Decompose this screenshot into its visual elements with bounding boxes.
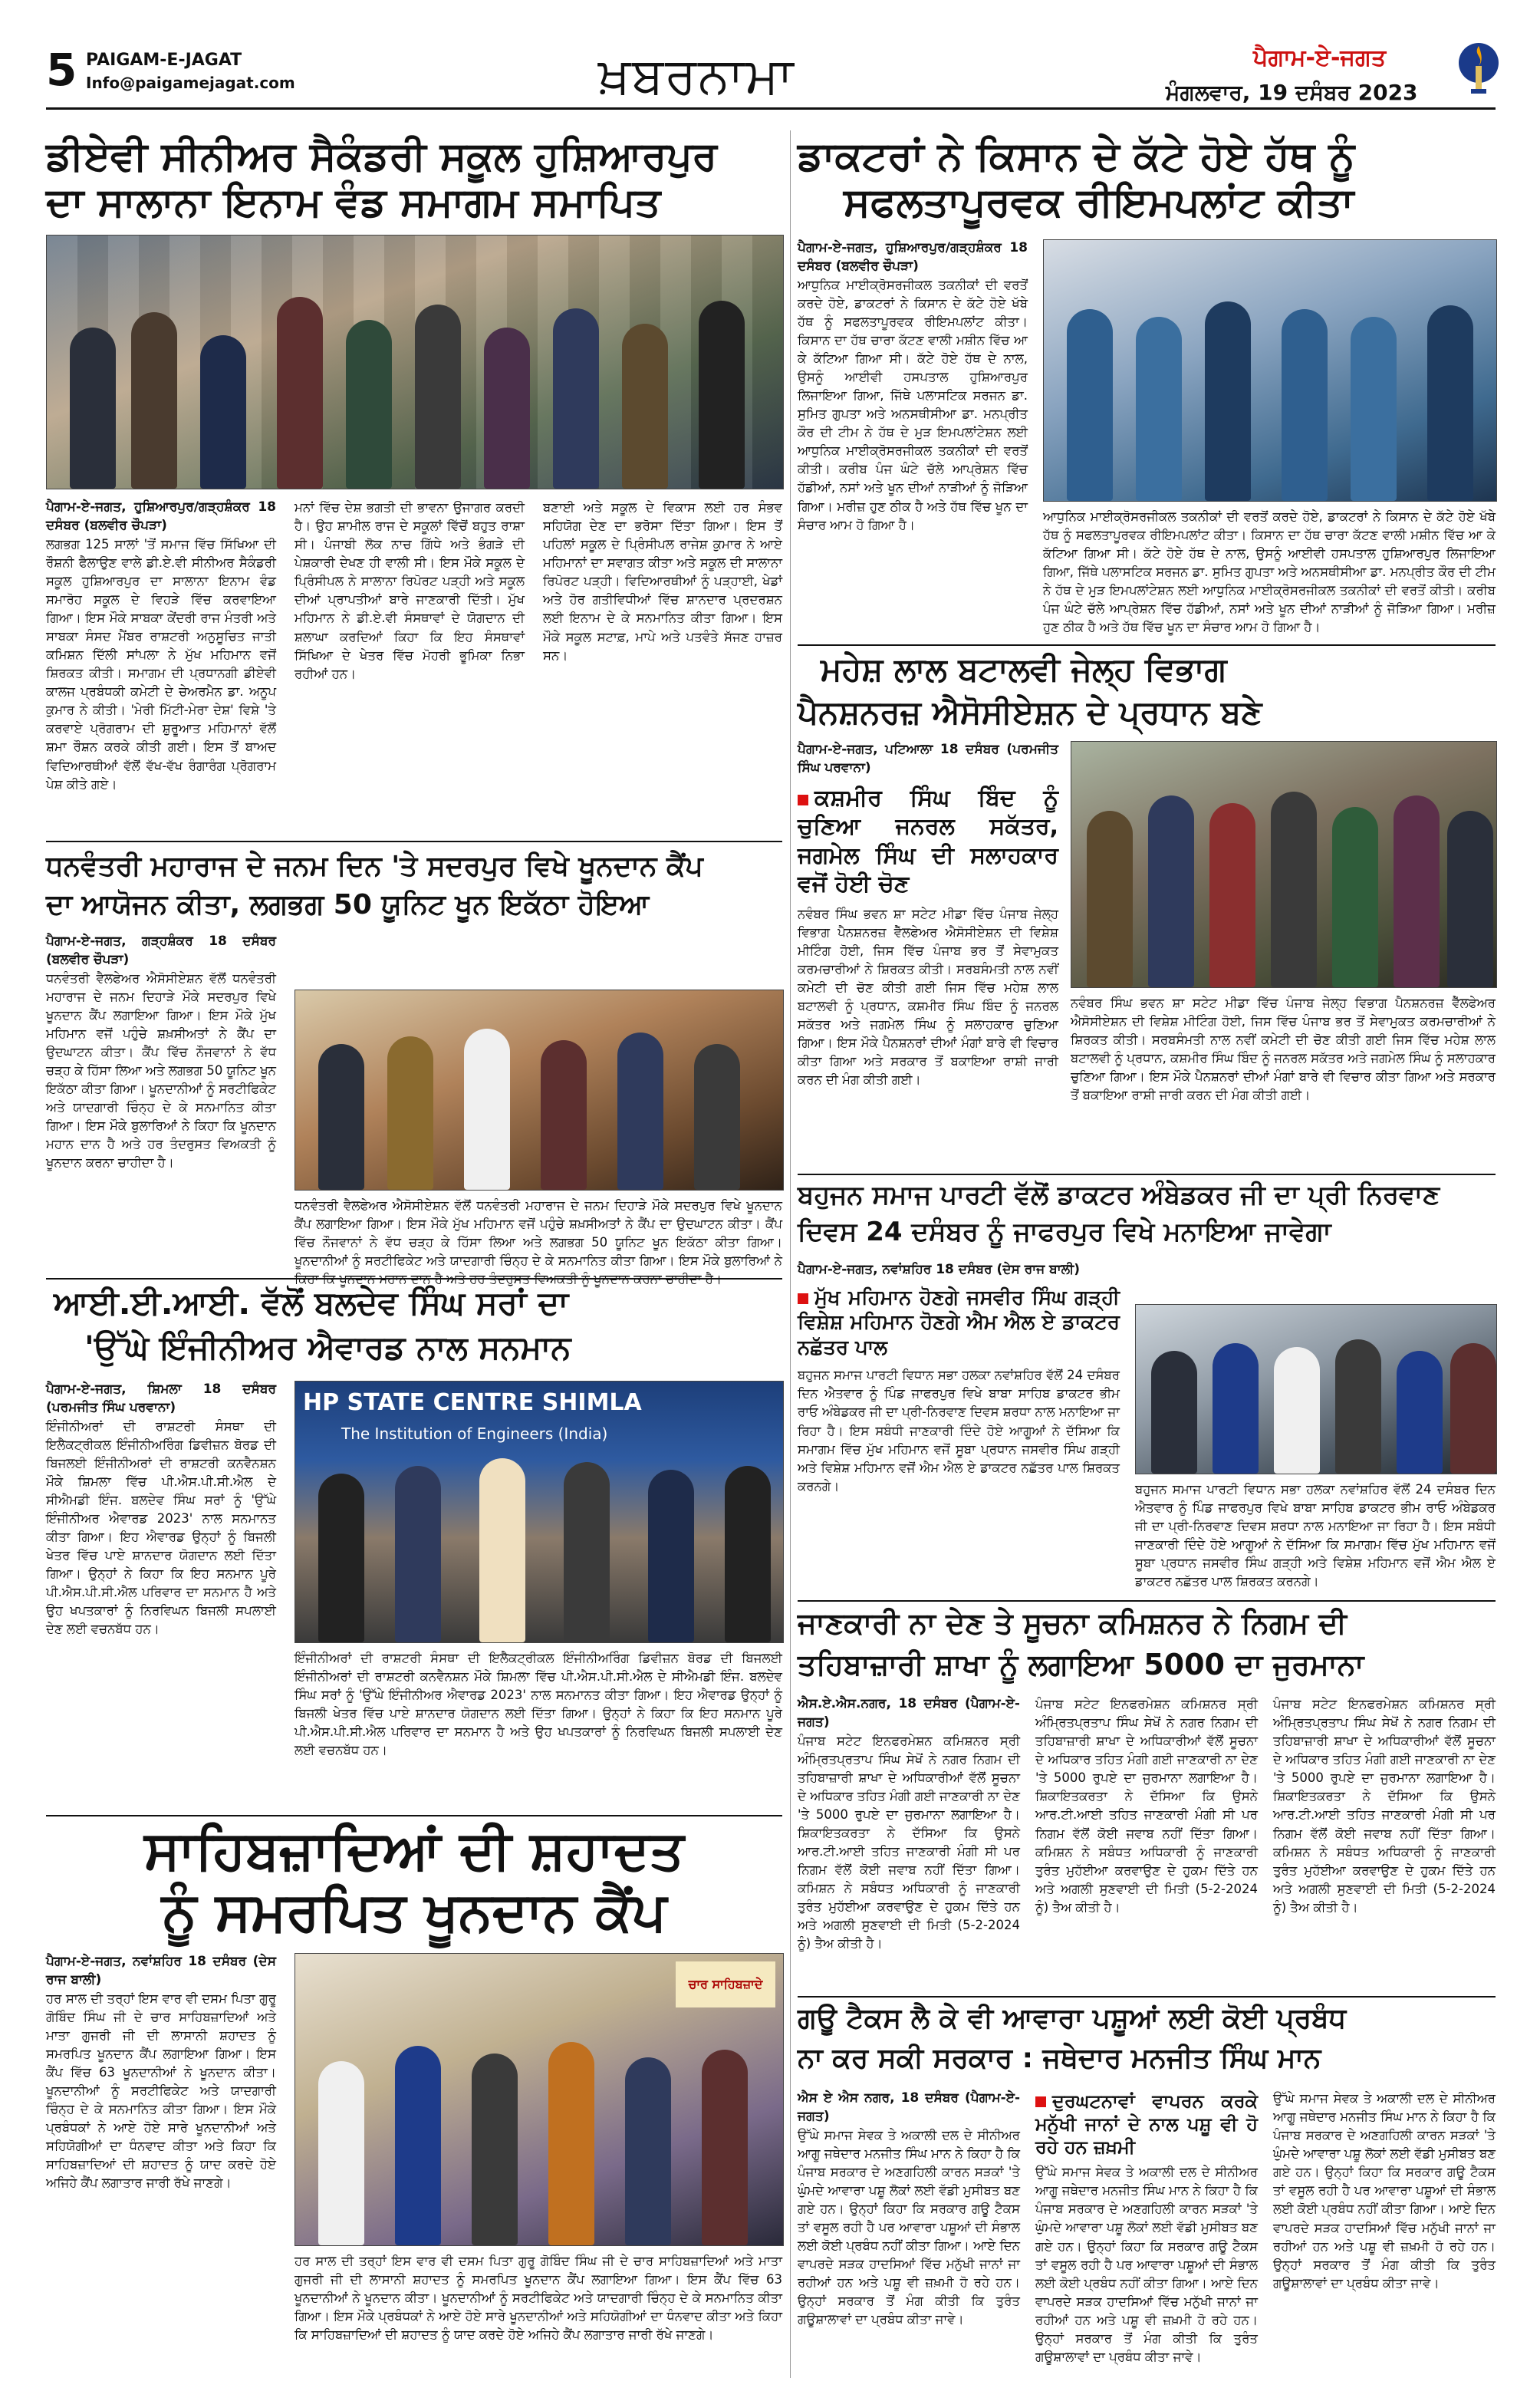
logo-text: ਪੈਗਾਮ-ਏ-ਜਗਤ — [1253, 44, 1387, 71]
bsp-dateline: ਪੈਗਾਮ-ਏ-ਜਗਤ, ਨਵਾਂਸ਼ਹਿਰ 18 ਦਸੰਬਰ (ਦੇਸ ਰਾਜ ਬਾਲੀ) — [798, 1262, 1080, 1277]
sahib-column-2 — [295, 2252, 782, 2383]
bsp-column-2 — [1135, 1480, 1496, 1591]
dav-body-2: ਮਨਾਂ ਵਿੱਚ ਦੇਸ਼ ਭਗਤੀ ਦੀ ਭਾਵਨਾ ਉਜਾਗਰ ਕਰਦੀ ਹੈ। ਉਹ ਸ਼ਾਮੀਲ ਰਾਜ ਦੇ ਸਕੂਲਾਂ ਵਿੱਚੋਂ ਬਹੁਤ ਰਾਸ਼ਾ ਸੀ। ਪੰਜਾਬੀ ਲੋਕ ਨਾਚ ਗਿੱਧੇ ਅਤੇ ਭੰਗੜੇ ਦੀ ਪੇਸ਼ਕਾਰੀ ਦੇਖਣ ਹੀ ਵਾਲੀ ਸੀ। ਇਸ ਮੌਕੇ ਸਕੂਲ ਦੇ ਪ੍ਰਿੰਸੀਪਲ ਨੇ ਸਾਲਾਨਾ ਰਿਪੋਰਟ ਪੜ੍ਹੀ ਅਤੇ ਸਕੂਲ ਦੀਆਂ ਪ੍ਰਾਪਤੀਆਂ ਬਾਰੇ ਜਾਣਕਾਰੀ ਦਿੱਤੀ। ਮੁੱਖ ਮਹਿਮਾਨ ਨੇ ਡੀ.ਏ.ਵੀ ਸੰਸਥਾਵਾਂ ਦੇ ਯੋਗਦਾਨ ਦੀ ਸ਼ਲਾਘਾ ਕਰਦਿਆਂ ਕਿਹਾ ਕਿ ਇਹ ਸੰਸਥਾਵਾਂ ਸਿੱਖਿਆ ਦੇ ਖੇਤਰ ਵਿੱਚ ਮੋਹਰੀ ਭੂਮਿਕਾ ਨਿਭਾ ਰਹੀਆਂ ਹਨ। — [295, 500, 525, 681]
mahesh-headline-1: ਮਹੇਸ਼ ਲਾਲ ਬਟਾਲਵੀ ਜੇਲ੍ਹ ਵਿਭਾਗ — [821, 650, 1227, 688]
bullet-icon — [798, 795, 808, 805]
bsp-body: ਬਹੁਜਨ ਸਮਾਜ ਪਾਰਟੀ ਵਿਧਾਨ ਸਭਾ ਹਲਕਾ ਨਵਾਂਸ਼ਹਿਰ ਵੱਲੋਂ 24 ਦਸੰਬਰ ਦਿਨ ਐਤਵਾਰ ਨੂੰ ਪਿੰਡ ਜਾਫਰਪੁਰ ਵਿਖੇ ਬਾਬਾ ਸਾਹਿਬ ਡਾਕਟਰ ਭੀਮ ਰਾਓ ਅੰਬੇਡਕਰ ਜੀ ਦਾ ਪ੍ਰੀ-ਨਿਰਵਾਣ ਦਿਵਸ ਸ਼ਰਧਾ ਨਾਲ ਮਨਾਇਆ ਜਾ ਰਿਹਾ ਹੈ। ਇਸ ਸਬੰਧੀ ਜਾਣਕਾਰੀ ਦਿੰਦੇ ਹੋਏ ਆਗੂਆਂ ਨੇ ਦੱਸਿਆ ਕਿ ਸਮਾਗਮ ਵਿੱਚ ਮੁੱਖ ਮਹਿਮਾਨ ਵਜੋਂ ਸੂਬਾ ਪ੍ਰਧਾਨ ਜਸਵੀਰ ਸਿੰਘ ਗੜ੍ਹੀ ਅਤੇ ਵਿਸ਼ੇਸ਼ ਮਹਿਮਾਨ ਵਜੋਂ ਐਮ ਐਲ ਏ ਡਾਕਟਰ ਨਛੱਤਰ ਪਾਲ ਸ਼ਿਰਕਤ ਕਰਨਗੇ। — [798, 1368, 1120, 1494]
info-dateline: ਐਸ.ਏ.ਐਸ.ਨਗਰ, 18 ਦਸੰਬਰ (ਪੈਗਾਮ-ਏ-ਜਗਤ) — [798, 1696, 1020, 1730]
doctors-headline-1: ਡਾਕਟਰਾਂ ਨੇ ਕਿਸਾਨ ਦੇ ਕੱਟੇ ਹੋਏ ਹੱਥ ਨੂੰ — [798, 133, 1355, 179]
info-headline-2: ਤਹਿਬਾਜ਼ਾਰੀ ਸ਼ਾਖਾ ਨੂੰ ਲਗਾਇਆ 5000 ਦਾ ਜੁਰਮਾਨਾ — [798, 1648, 1364, 1681]
mahesh-subheadline: ਕਸ਼ਮੀਰ ਸਿੰਘ ਬਿੰਦ ਨੂੰ ਚੁਣਿਆ ਜਨਰਲ ਸਕੱਤਰ, ਜਗਮੇਲ ਸਿੰਘ ਦੀ ਸਲਾਹਕਾਰ ਵਜੋਂ ਹੋਈ ਚੋਣ — [798, 784, 1058, 898]
iei-body: ਇੰਜੀਨੀਅਰਾਂ ਦੀ ਰਾਸ਼ਟਰੀ ਸੰਸਥਾ ਦੀ ਇਲੈਕਟ੍ਰੀਕਲ ਇੰਜੀਨੀਅਰਿੰਗ ਡਿਵੀਜ਼ਨ ਬੋਰਡ ਦੀ ਬਿਜਲਈ ਇੰਜੀਨੀਅਰਾਂ ਦੀ ਰਾਸ਼ਟਰੀ ਕਨਵੈਨਸ਼ਨ ਮੌਕੇ ਸ਼ਿਮਲਾ ਵਿੱਚ ਪੀ.ਐਸ.ਪੀ.ਸੀ.ਐਲ ਦੇ ਸੀਐਮਡੀ ਇੰਜ. ਬਲਦੇਵ ਸਿੰਘ ਸਰਾਂ ਨੂੰ 'ਉੱਘੇ ਇੰਜੀਨੀਅਰ ਐਵਾਰਡ 2023' ਨਾਲ ਸਨਮਾਨਤ ਕੀਤਾ ਗਿਆ। ਇਹ ਐਵਾਰਡ ਉਨ੍ਹਾਂ ਨੂੰ ਬਿਜਲੀ ਖੇਤਰ ਵਿੱਚ ਪਾਏ ਸ਼ਾਨਦਾਰ ਯੋਗਦਾਨ ਲਈ ਦਿੱਤਾ ਗਿਆ। ਉਨ੍ਹਾਂ ਨੇ ਕਿਹਾ ਕਿ ਇਹ ਸਨਮਾਨ ਪੂਰੇ ਪੀ.ਐਸ.ਪੀ.ਸੀ.ਐਲ ਪਰਿਵਾਰ ਦਾ ਸਨਮਾਨ ਹੈ ਅਤੇ ਉਹ ਖਪਤਕਾਰਾਂ ਨੂੰ ਨਿਰਵਿਘਨ ਬਿਜਲੀ ਸਪਲਾਈ ਦੇਣ ਲਈ ਵਚਨਬੱਧ ਹਨ। — [46, 1418, 276, 1637]
masthead-title: ਖ਼ਬਰਨਾਮਾ — [598, 46, 795, 105]
sahib-photo-sign: ਚਾਰ ਸਾਹਿਬਜ਼ਾਦੇ — [676, 1961, 775, 2007]
doctors-body: ਆਧੁਨਿਕ ਮਾਈਕ੍ਰੋਸਰਜੀਕਲ ਤਕਨੀਕਾਂ ਦੀ ਵਰਤੋਂ ਕਰਦੇ ਹੋਏ, ਡਾਕਟਰਾਂ ਨੇ ਕਿਸਾਨ ਦੇ ਕੱਟੇ ਹੋਏ ਖੱਬੇ ਹੱਥ ਨੂੰ ਸਫਲਤਾਪੂਰਵਕ ਰੀਇਮਪਲਾਂਟ ਕੀਤਾ। ਕਿਸਾਨ ਦਾ ਹੱਥ ਚਾਰਾ ਕੱਟਣ ਵਾਲੀ ਮਸ਼ੀਨ ਵਿੱਚ ਆ ਕੇ ਕੱਟਿਆ ਗਿਆ ਸੀ। ਕੱਟੇ ਹੋਏ ਹੱਥ ਦੇ ਨਾਲ, ਉਸਨੂੰ ਆਈਵੀ ਹਸਪਤਾਲ ਹੁਸ਼ਿਆਰਪੁਰ ਲਿਜਾਇਆ ਗਿਆ, ਜਿੱਥੇ ਪਲਾਸਟਿਕ ਸਰਜਨ ਡਾ. ਸੁਮਿਤ ਗੁਪਤਾ ਅਤੇ ਅਨਸਥੀਸੀਆ ਡਾ. ਮਨਪ੍ਰੀਤ ਕੌਰ ਦੀ ਟੀਮ ਨੇ ਹੱਥ ਦੇ ਮੁੜ ਇਮਪਲਾਂਟੇਸ਼ਨ ਲਈ ਆਧੁਨਿਕ ਮਾਈਕ੍ਰੋਸਰਜੀਕਲ ਤਕਨੀਕਾਂ ਦੀ ਵਰਤੋਂ ਕੀਤੀ। ਕਰੀਬ ਪੰਜ ਘੰਟੇ ਚੱਲੇ ਆਪ੍ਰੇਸ਼ਨ ਵਿੱਚ ਹੱਡੀਆਂ, ਨਸਾਂ ਅਤੇ ਖੂਨ ਦੀਆਂ ਨਾੜੀਆਂ ਨੂੰ ਜੋੜਿਆ ਗਿਆ। ਮਰੀਜ਼ ਹੁਣ ਠੀਕ ਹੈ ਅਤੇ ਹੱਥ ਵਿੱਚ ਖੂਨ ਦਾ ਸੰਚਾਰ ਆਮ ਹੋ ਗਿਆ ਹੈ। — [798, 277, 1028, 532]
info-body: ਪੰਜਾਬ ਸਟੇਟ ਇਨਫਰਮੇਸ਼ਨ ਕਮਿਸ਼ਨਰ ਸ੍ਰੀ ਅੰਮ੍ਰਿਤਪ੍ਰਤਾਪ ਸਿੰਘ ਸੇਖੋਂ ਨੇ ਨਗਰ ਨਿਗਮ ਦੀ ਤਹਿਬਾਜ਼ਾਰੀ ਸ਼ਾਖਾ ਦੇ ਅਧਿਕਾਰੀਆਂ ਵੱਲੋਂ ਸੂਚਨਾ ਦੇ ਅਧਿਕਾਰ ਤਹਿਤ ਮੰਗੀ ਗਈ ਜਾਣਕਾਰੀ ਨਾ ਦੇਣ 'ਤੇ 5000 ਰੁਪਏ ਦਾ ਜੁਰਮਾਨਾ ਲਗਾਇਆ ਹੈ। ਸ਼ਿਕਾਇਤਕਰਤਾ ਨੇ ਦੱਸਿਆ ਕਿ ਉਸਨੇ ਆਰ.ਟੀ.ਆਈ ਤਹਿਤ ਜਾਣਕਾਰੀ ਮੰਗੀ ਸੀ ਪਰ ਨਿਗਮ ਵੱਲੋਂ ਕੋਈ ਜਵਾਬ ਨਹੀਂ ਦਿੱਤਾ ਗਿਆ। ਕਮਿਸ਼ਨ ਨੇ ਸਬੰਧਤ ਅਧਿਕਾਰੀ ਨੂੰ ਜਾਣਕਾਰੀ ਤੁਰੰਤ ਮੁਹੱਈਆ ਕਰਵਾਉਣ ਦੇ ਹੁਕਮ ਦਿੱਤੇ ਹਨ ਅਤੇ ਅਗਲੀ ਸੁਣਵਾਈ ਦੀ ਮਿਤੀ (5-2-2024 ਨੂੰ) ਤੈਅ ਕੀਤੀ ਹੈ। — [798, 1733, 1020, 1951]
mahesh-column-2 — [1071, 994, 1496, 1171]
sahib-photo — [295, 1953, 784, 2246]
iei-column — [46, 1381, 276, 1810]
doctors-column-2 — [1043, 508, 1496, 638]
mahesh-body-cont: ਨਵੰਬਰ ਸਿੰਘ ਭਵਨ ਸ਼ਾ ਸਟੇਟ ਮੀਡਾ ਵਿੱਚ ਪੰਜਾਬ ਜੇਲ੍ਹ ਵਿਭਾਗ ਪੈਨਸ਼ਨਰਜ਼ ਵੈੱਲਫੇਅਰ ਐਸੋਸੀਏਸ਼ਨ ਦੀ ਵਿਸ਼ੇਸ਼ ਮੀਟਿੰਗ ਹੋਈ, ਜਿਸ ਵਿੱਚ ਪੰਜਾਬ ਭਰ ਤੋਂ ਸੇਵਾਮੁਕਤ ਕਰਮਚਾਰੀਆਂ ਨੇ ਸ਼ਿਰਕਤ ਕੀਤੀ। ਸਰਬਸੰਮਤੀ ਨਾਲ ਨਵੀਂ ਕਮੇਟੀ ਦੀ ਚੋਣ ਕੀਤੀ ਗਈ ਜਿਸ ਵਿੱਚ ਮਹੇਸ਼ ਲਾਲ ਬਟਾਲਵੀ ਨੂੰ ਪ੍ਰਧਾਨ, ਕਸ਼ਮੀਰ ਸਿੰਘ ਬਿੰਦ ਨੂੰ ਜਨਰਲ ਸਕੱਤਰ ਅਤੇ ਜਗਮੇਲ ਸਿੰਘ ਨੂੰ ਸਲਾਹਕਾਰ ਚੁਣਿਆ ਗਿਆ। ਇਸ ਮੌਕੇ ਪੈਨਸ਼ਨਰਾਂ ਦੀਆਂ ਮੰਗਾਂ ਬਾਰੇ ਵੀ ਵਿਚਾਰ ਕੀਤਾ ਗਿਆ ਅਤੇ ਸਰਕਾਰ ਤੋਂ ਬਕਾਇਆ ਰਾਸ਼ੀ ਜਾਰੀ ਕਰਨ ਦੀ ਮੰਗ ਕੀਤੀ ਗਈ। — [1071, 996, 1496, 1103]
info-body-cont: ਪੰਜਾਬ ਸਟੇਟ ਇਨਫਰਮੇਸ਼ਨ ਕਮਿਸ਼ਨਰ ਸ੍ਰੀ ਅੰਮ੍ਰਿਤਪ੍ਰਤਾਪ ਸਿੰਘ ਸੇਖੋਂ ਨੇ ਨਗਰ ਨਿਗਮ ਦੀ ਤਹਿਬਾਜ਼ਾਰੀ ਸ਼ਾਖਾ ਦੇ ਅਧਿਕਾਰੀਆਂ ਵੱਲੋਂ ਸੂਚਨਾ ਦੇ ਅਧਿਕਾਰ ਤਹਿਤ ਮੰਗੀ ਗਈ ਜਾਣਕਾਰੀ ਨਾ ਦੇਣ 'ਤੇ 5000 ਰੁਪਏ ਦਾ ਜੁਰਮਾਨਾ ਲਗਾਇਆ ਹੈ। ਸ਼ਿਕਾਇਤਕਰਤਾ ਨੇ ਦੱਸਿਆ ਕਿ ਉਸਨੇ ਆਰ.ਟੀ.ਆਈ ਤਹਿਤ ਜਾਣਕਾਰੀ ਮੰਗੀ ਸੀ ਪਰ ਨਿਗਮ ਵੱਲੋਂ ਕੋਈ ਜਵਾਬ ਨਹੀਂ ਦਿੱਤਾ ਗਿਆ। ਕਮਿਸ਼ਨ ਨੇ ਸਬੰਧਤ ਅਧਿਕਾਰੀ ਨੂੰ ਜਾਣਕਾਰੀ ਤੁਰੰਤ ਮੁਹੱਈਆ ਕਰਵਾਉਣ ਦੇ ਹੁਕਮ ਦਿੱਤੇ ਹਨ ਅਤੇ ਅਗਲੀ ਸੁਣਵਾਈ ਦੀ ਮਿਤੀ (5-2-2024 ਨੂੰ) ਤੈਅ ਕੀਤੀ ਹੈ। — [1035, 1697, 1258, 1915]
blood-body: ਧਨਵੰਤਰੀ ਵੈਲਫੇਅਰ ਐਸੋਸੀਏਸ਼ਨ ਵੱਲੋਂ ਧਨਵੰਤਰੀ ਮਹਾਰਾਜ ਦੇ ਜਨਮ ਦਿਹਾੜੇ ਮੌਕੇ ਸਦਰਪੁਰ ਵਿਖੇ ਖੂਨਦਾਨ ਕੈਂਪ ਲਗਾਇਆ ਗਿਆ। ਇਸ ਮੌਕੇ ਮੁੱਖ ਮਹਿਮਾਨ ਵਜੋਂ ਪਹੁੰਚੇ ਸ਼ਖ਼ਸੀਅਤਾਂ ਨੇ ਕੈਂਪ ਦਾ ਉਦਘਾਟਨ ਕੀਤਾ। ਕੈਂਪ ਵਿੱਚ ਨੌਜਵਾਨਾਂ ਨੇ ਵੱਧ ਚੜ੍ਹ ਕੇ ਹਿੱਸਾ ਲਿਆ ਅਤੇ ਲਗਭਗ 50 ਯੂਨਿਟ ਖੂਨ ਇਕੱਠਾ ਕੀਤਾ ਗਿਆ। ਖੂਨਦਾਨੀਆਂ ਨੂੰ ਸਰਟੀਫਿਕੇਟ ਅਤੇ ਯਾਦਗਾਰੀ ਚਿੰਨ੍ਹ ਦੇ ਕੇ ਸਨਮਾਨਿਤ ਕੀਤਾ ਗਿਆ। ਇਸ ਮੌਕੇ ਬੁਲਾਰਿਆਂ ਨੇ ਕਿਹਾ ਕਿ ਖੂਨਦਾਨ ਮਹਾਨ ਦਾਨ ਹੈ ਅਤੇ ਹਰ ਤੰਦਰੁਸਤ ਵਿਅਕਤੀ ਨੂੰ ਖੂਨਦਾਨ ਕਰਨਾ ਚਾਹੀਦਾ ਹੈ। — [46, 970, 276, 1171]
mahesh-photo — [1071, 741, 1497, 988]
blood-column-2 — [295, 1197, 782, 1270]
sahib-column — [46, 1953, 276, 2383]
dav-column-3 — [543, 499, 782, 882]
sahib-body: ਹਰ ਸਾਲ ਦੀ ਤਰ੍ਹਾਂ ਇਸ ਵਾਰ ਵੀ ਦਸਮ ਪਿਤਾ ਗੁਰੂ ਗੋਬਿੰਦ ਸਿੰਘ ਜੀ ਦੇ ਚਾਰ ਸਾਹਿਬਜ਼ਾਦਿਆਂ ਅਤੇ ਮਾਤਾ ਗੁਜਰੀ ਜੀ ਦੀ ਲਾਸਾਨੀ ਸ਼ਹਾਦਤ ਨੂੰ ਸਮਰਪਿਤ ਖੂਨਦਾਨ ਕੈਂਪ ਲਗਾਇਆ ਗਿਆ। ਇਸ ਕੈਂਪ ਵਿੱਚ 63 ਖੂਨਦਾਨੀਆਂ ਨੇ ਖੂਨਦਾਨ ਕੀਤਾ। ਖੂਨਦਾਨੀਆਂ ਨੂੰ ਸਰਟੀਫਿਕੇਟ ਅਤੇ ਯਾਦਗਾਰੀ ਚਿੰਨ੍ਹ ਦੇ ਕੇ ਸਨਮਾਨਿਤ ਕੀਤਾ ਗਿਆ। ਇਸ ਮੌਕੇ ਪ੍ਰਬੰਧਕਾਂ ਨੇ ਆਏ ਹੋਏ ਸਾਰੇ ਖੂਨਦਾਨੀਆਂ ਅਤੇ ਸਹਿਯੋਗੀਆਂ ਦਾ ਧੰਨਵਾਦ ਕੀਤਾ ਅਤੇ ਕਿਹਾ ਕਿ ਸਾਹਿਬਜ਼ਾਦਿਆਂ ਦੀ ਸ਼ਹਾਦਤ ਨੂੰ ਯਾਦ ਕਰਦੇ ਹੋਏ ਅਜਿਹੇ ਕੈਂਪ ਲਗਾਤਾਰ ਜਾਰੀ ਰੱਖੇ ਜਾਣਗੇ। — [46, 1991, 276, 2191]
iei-body-cont: ਇੰਜੀਨੀਅਰਾਂ ਦੀ ਰਾਸ਼ਟਰੀ ਸੰਸਥਾ ਦੀ ਇਲੈਕਟ੍ਰੀਕਲ ਇੰਜੀਨੀਅਰਿੰਗ ਡਿਵੀਜ਼ਨ ਬੋਰਡ ਦੀ ਬਿਜਲਈ ਇੰਜੀਨੀਅਰਾਂ ਦੀ ਰਾਸ਼ਟਰੀ ਕਨਵੈਨਸ਼ਨ ਮੌਕੇ ਸ਼ਿਮਲਾ ਵਿੱਚ ਪੀ.ਐਸ.ਪੀ.ਸੀ.ਐਲ ਦੇ ਸੀਐਮਡੀ ਇੰਜ. ਬਲਦੇਵ ਸਿੰਘ ਸਰਾਂ ਨੂੰ 'ਉੱਘੇ ਇੰਜੀਨੀਅਰ ਐਵਾਰਡ 2023' ਨਾਲ ਸਨਮਾਨਤ ਕੀਤਾ ਗਿਆ। ਇਹ ਐਵਾਰਡ ਉਨ੍ਹਾਂ ਨੂੰ ਬਿਜਲੀ ਖੇਤਰ ਵਿੱਚ ਪਾਏ ਸ਼ਾਨਦਾਰ ਯੋਗਦਾਨ ਲਈ ਦਿੱਤਾ ਗਿਆ। ਉਨ੍ਹਾਂ ਨੇ ਕਿਹਾ ਕਿ ਇਹ ਸਨਮਾਨ ਪੂਰੇ ਪੀ.ਐਸ.ਪੀ.ਸੀ.ਐਲ ਪਰਿਵਾਰ ਦਾ ਸਨਮਾਨ ਹੈ ਅਤੇ ਉਹ ਖਪਤਕਾਰਾਂ ਨੂੰ ਨਿਰਵਿਘਨ ਬਿਜਲੀ ਸਪਲਾਈ ਦੇਣ ਲਈ ਵਚਨਬੱਧ ਹਨ। — [295, 1651, 782, 1758]
bsp-column — [798, 1261, 1120, 1591]
cow-column-3 — [1273, 2090, 1496, 2383]
dav-column-2 — [295, 499, 525, 882]
cow-headline-2: ਨਾ ਕਰ ਸਕੀ ਸਰਕਾਰ : ਜਥੇਦਾਰ ਮਨਜੀਤ ਸਿੰਘ ਮਾਨ — [798, 2043, 1321, 2074]
page-number: 5 — [46, 44, 77, 96]
bullet-icon — [1035, 2096, 1046, 2107]
bsp-body-cont: ਬਹੁਜਨ ਸਮਾਜ ਪਾਰਟੀ ਵਿਧਾਨ ਸਭਾ ਹਲਕਾ ਨਵਾਂਸ਼ਹਿਰ ਵੱਲੋਂ 24 ਦਸੰਬਰ ਦਿਨ ਐਤਵਾਰ ਨੂੰ ਪਿੰਡ ਜਾਫਰਪੁਰ ਵਿਖੇ ਬਾਬਾ ਸਾਹਿਬ ਡਾਕਟਰ ਭੀਮ ਰਾਓ ਅੰਬੇਡਕਰ ਜੀ ਦਾ ਪ੍ਰੀ-ਨਿਰਵਾਣ ਦਿਵਸ ਸ਼ਰਧਾ ਨਾਲ ਮਨਾਇਆ ਜਾ ਰਿਹਾ ਹੈ। ਇਸ ਸਬੰਧੀ ਜਾਣਕਾਰੀ ਦਿੰਦੇ ਹੋਏ ਆਗੂਆਂ ਨੇ ਦੱਸਿਆ ਕਿ ਸਮਾਗਮ ਵਿੱਚ ਮੁੱਖ ਮਹਿਮਾਨ ਵਜੋਂ ਸੂਬਾ ਪ੍ਰਧਾਨ ਜਸਵੀਰ ਸਿੰਘ ਗੜ੍ਹੀ ਅਤੇ ਵਿਸ਼ੇਸ਼ ਮਹਿਮਾਨ ਵਜੋਂ ਐਮ ਐਲ ਏ ਡਾਕਟਰ ਨਛੱਤਰ ਪਾਲ ਸ਼ਿਰਕਤ ਕਰਨਗੇ। — [1135, 1482, 1496, 1589]
bsp-subheadline: ਮੁੱਖ ਮਹਿਮਾਨ ਹੋਣਗੇ ਜਸਵੀਰ ਸਿੰਘ ਗੜ੍ਹੀ ਵਿਸ਼ੇਸ਼ ਮਹਿਮਾਨ ਹੋਣਗੇ ਐਮ ਐਲ ਏ ਡਾਕਟਰ ਨਛੱਤਰ ਪਾਲ — [798, 1286, 1120, 1359]
cow-body: ਉੱਘੇ ਸਮਾਜ ਸੇਵਕ ਤੇ ਅਕਾਲੀ ਦਲ ਦੇ ਸੀਨੀਅਰ ਆਗੂ ਜਥੇਦਾਰ ਮਨਜੀਤ ਸਿੰਘ ਮਾਨ ਨੇ ਕਿਹਾ ਹੈ ਕਿ ਪੰਜਾਬ ਸਰਕਾਰ ਦੇ ਅਣਗਹਿਲੀ ਕਾਰਨ ਸੜਕਾਂ 'ਤੇ ਘੁੰਮਦੇ ਆਵਾਰਾ ਪਸ਼ੂ ਲੋਕਾਂ ਲਈ ਵੱਡੀ ਮੁਸੀਬਤ ਬਣ ਗਏ ਹਨ। ਉਨ੍ਹਾਂ ਕਿਹਾ ਕਿ ਸਰਕਾਰ ਗਊ ਟੈਕਸ ਤਾਂ ਵਸੂਲ ਰਹੀ ਹੈ ਪਰ ਆਵਾਰਾ ਪਸ਼ੂਆਂ ਦੀ ਸੰਭਾਲ ਲਈ ਕੋਈ ਪ੍ਰਬੰਧ ਨਹੀਂ ਕੀਤਾ ਗਿਆ। ਆਏ ਦਿਨ ਵਾਪਰਦੇ ਸੜਕ ਹਾਦਸਿਆਂ ਵਿੱਚ ਮਨੁੱਖੀ ਜਾਨਾਂ ਜਾ ਰਹੀਆਂ ਹਨ ਅਤੇ ਪਸ਼ੂ ਵੀ ਜ਼ਖ਼ਮੀ ਹੋ ਰਹੇ ਹਨ। ਉਨ੍ਹਾਂ ਸਰਕਾਰ ਤੋਂ ਮੰਗ ਕੀਤੀ ਕਿ ਤੁਰੰਤ ਗਊਸ਼ਾਲਾਵਾਂ ਦਾ ਪ੍ਰਬੰਧ ਕੀਤਾ ਜਾਵੇ। — [798, 2127, 1020, 2327]
mahesh-dateline: ਪੈਗਾਮ-ਏ-ਜਗਤ, ਪਟਿਆਲਾ 18 ਦਸੰਬਰ (ਪਰਮਜੀਤ ਸਿੰਘ ਪਰਵਾਨਾ) — [798, 742, 1058, 776]
sahib-headline-2: ਨੂੰ ਸਮਰਪਿਤ ਖੂਨਦਾਨ ਕੈਂਪ — [161, 1880, 667, 1943]
dav-dateline: ਪੈਗਾਮ-ਏ-ਜਗਤ, ਹੁਸ਼ਿਆਰਪੁਰ/ਗੜ੍ਹਸ਼ੰਕਰ 18 ਦਸੰਬਰ (ਬਲਵੀਰ ਚੌਪੜਾ) — [46, 499, 276, 533]
cow-column-1 — [798, 2090, 1020, 2383]
cow-body-cont-2: ਉੱਘੇ ਸਮਾਜ ਸੇਵਕ ਤੇ ਅਕਾਲੀ ਦਲ ਦੇ ਸੀਨੀਅਰ ਆਗੂ ਜਥੇਦਾਰ ਮਨਜੀਤ ਸਿੰਘ ਮਾਨ ਨੇ ਕਿਹਾ ਹੈ ਕਿ ਪੰਜਾਬ ਸਰਕਾਰ ਦੇ ਅਣਗਹਿਲੀ ਕਾਰਨ ਸੜਕਾਂ 'ਤੇ ਘੁੰਮਦੇ ਆਵਾਰਾ ਪਸ਼ੂ ਲੋਕਾਂ ਲਈ ਵੱਡੀ ਮੁਸੀਬਤ ਬਣ ਗਏ ਹਨ। ਉਨ੍ਹਾਂ ਕਿਹਾ ਕਿ ਸਰਕਾਰ ਗਊ ਟੈਕਸ ਤਾਂ ਵਸੂਲ ਰਹੀ ਹੈ ਪਰ ਆਵਾਰਾ ਪਸ਼ੂਆਂ ਦੀ ਸੰਭਾਲ ਲਈ ਕੋਈ ਪ੍ਰਬੰਧ ਨਹੀਂ ਕੀਤਾ ਗਿਆ। ਆਏ ਦਿਨ ਵਾਪਰਦੇ ਸੜਕ ਹਾਦਸਿਆਂ ਵਿੱਚ ਮਨੁੱਖੀ ਜਾਨਾਂ ਜਾ ਰਹੀਆਂ ਹਨ ਅਤੇ ਪਸ਼ੂ ਵੀ ਜ਼ਖ਼ਮੀ ਹੋ ਰਹੇ ਹਨ। ਉਨ੍ਹਾਂ ਸਰਕਾਰ ਤੋਂ ਮੰਗ ਕੀਤੀ ਕਿ ਤੁਰੰਤ ਗਊਸ਼ਾਲਾਵਾਂ ਦਾ ਪ੍ਰਬੰਧ ਕੀਤਾ ਜਾਵੇ। — [1273, 2091, 1496, 2291]
iei-photo-sub: The Institution of Engineers (India) — [341, 1424, 608, 1443]
bsp-headline-2: ਦਿਵਸ 24 ਦਸੰਬਰ ਨੂੰ ਜਾਫਰਪੁਰ ਵਿਖੇ ਮਨਾਇਆ ਜਾਵੇਗਾ — [798, 1217, 1331, 1247]
column-divider — [790, 130, 791, 2378]
dav-headline-2: ਦਾ ਸਾਲਾਨਾ ਇਨਾਮ ਵੰਡ ਸਮਾਗਮ ਸਮਾਪਿਤ — [46, 179, 661, 226]
mahesh-headline-2: ਪੈਨਸ਼ਨਰਜ਼ ਐਸੋਸੀਏਸ਼ਨ ਦੇ ਪ੍ਰਧਾਨ ਬਣੇ — [798, 693, 1262, 731]
iei-dateline: ਪੈਗਾਮ-ਏ-ਜਗਤ, ਸ਼ਿਮਲਾ 18 ਦਸੰਬਰ (ਪਰਮਜੀਤ ਸਿੰਘ ਪਰਵਾਨਾ) — [46, 1382, 276, 1415]
torch-logo-icon — [1457, 40, 1500, 101]
dav-body-3: ਬਣਾਈ ਅਤੇ ਸਕੂਲ ਦੇ ਵਿਕਾਸ ਲਈ ਹਰ ਸੰਭਵ ਸਹਿਯੋਗ ਦੇਣ ਦਾ ਭਰੋਸਾ ਦਿੱਤਾ ਗਿਆ। ਇਸ ਤੋਂ ਪਹਿਲਾਂ ਸਕੂਲ ਦੇ ਪ੍ਰਿੰਸੀਪਲ ਰਾਜੇਸ਼ ਕੁਮਾਰ ਨੇ ਆਏ ਮਹਿਮਾਨਾਂ ਦਾ ਸਵਾਗਤ ਕੀਤਾ ਅਤੇ ਸਕੂਲ ਦੀ ਸਾਲਾਨਾ ਰਿਪੋਰਟ ਪੜ੍ਹੀ। ਵਿਦਿਆਰਥੀਆਂ ਨੂੰ ਪੜ੍ਹਾਈ, ਖੇਡਾਂ ਅਤੇ ਹੋਰ ਗਤੀਵਿਧੀਆਂ ਵਿੱਚ ਸ਼ਾਨਦਾਰ ਪ੍ਰਦਰਸ਼ਨ ਲਈ ਇਨਾਮ ਦੇ ਕੇ ਸਨਮਾਨਿਤ ਕੀਤਾ ਗਿਆ। ਇਸ ਮੌਕੇ ਸਕੂਲ ਸਟਾਫ਼, ਮਾਪੇ ਅਤੇ ਪਤਵੰਤੇ ਸੱਜਣ ਹਾਜ਼ਰ ਸਨ। — [543, 500, 782, 663]
mahesh-body: ਨਵੰਬਰ ਸਿੰਘ ਭਵਨ ਸ਼ਾ ਸਟੇਟ ਮੀਡਾ ਵਿੱਚ ਪੰਜਾਬ ਜੇਲ੍ਹ ਵਿਭਾਗ ਪੈਨਸ਼ਨਰਜ਼ ਵੈੱਲਫੇਅਰ ਐਸੋਸੀਏਸ਼ਨ ਦੀ ਵਿਸ਼ੇਸ਼ ਮੀਟਿੰਗ ਹੋਈ, ਜਿਸ ਵਿੱਚ ਪੰਜਾਬ ਭਰ ਤੋਂ ਸੇਵਾਮੁਕਤ ਕਰਮਚਾਰੀਆਂ ਨੇ ਸ਼ਿਰਕਤ ਕੀਤੀ। ਸਰਬਸੰਮਤੀ ਨਾਲ ਨਵੀਂ ਕਮੇਟੀ ਦੀ ਚੋਣ ਕੀਤੀ ਗਈ ਜਿਸ ਵਿੱਚ ਮਹੇਸ਼ ਲਾਲ ਬਟਾਲਵੀ ਨੂੰ ਪ੍ਰਧਾਨ, ਕਸ਼ਮੀਰ ਸਿੰਘ ਬਿੰਦ ਨੂੰ ਜਨਰਲ ਸਕੱਤਰ ਅਤੇ ਜਗਮੇਲ ਸਿੰਘ ਨੂੰ ਸਲਾਹਕਾਰ ਚੁਣਿਆ ਗਿਆ। ਇਸ ਮੌਕੇ ਪੈਨਸ਼ਨਰਾਂ ਦੀਆਂ ਮੰਗਾਂ ਬਾਰੇ ਵੀ ਵਿਚਾਰ ਕੀਤਾ ਗਿਆ ਅਤੇ ਸਰਕਾਰ ਤੋਂ ਬਕਾਇਆ ਰਾਸ਼ੀ ਜਾਰੀ ਕਰਨ ਦੀ ਮੰਗ ਕੀਤੀ ਗਈ। — [798, 906, 1058, 1088]
brand-email: Info@paigamejagat.com — [86, 74, 295, 92]
blood-headline-2: ਦਾ ਆਯੋਜਨ ਕੀਤਾ, ਲਗਭਗ 50 ਯੂਨਿਟ ਖੂਨ ਇਕੱਠਾ ਹੋਇਆ — [46, 889, 650, 921]
info-body-cont-2: ਪੰਜਾਬ ਸਟੇਟ ਇਨਫਰਮੇਸ਼ਨ ਕਮਿਸ਼ਨਰ ਸ੍ਰੀ ਅੰਮ੍ਰਿਤਪ੍ਰਤਾਪ ਸਿੰਘ ਸੇਖੋਂ ਨੇ ਨਗਰ ਨਿਗਮ ਦੀ ਤਹਿਬਾਜ਼ਾਰੀ ਸ਼ਾਖਾ ਦੇ ਅਧਿਕਾਰੀਆਂ ਵੱਲੋਂ ਸੂਚਨਾ ਦੇ ਅਧਿਕਾਰ ਤਹਿਤ ਮੰਗੀ ਗਈ ਜਾਣਕਾਰੀ ਨਾ ਦੇਣ 'ਤੇ 5000 ਰੁਪਏ ਦਾ ਜੁਰਮਾਨਾ ਲਗਾਇਆ ਹੈ। ਸ਼ਿਕਾਇਤਕਰਤਾ ਨੇ ਦੱਸਿਆ ਕਿ ਉਸਨੇ ਆਰ.ਟੀ.ਆਈ ਤਹਿਤ ਜਾਣਕਾਰੀ ਮੰਗੀ ਸੀ ਪਰ ਨਿਗਮ ਵੱਲੋਂ ਕੋਈ ਜਵਾਬ ਨਹੀਂ ਦਿੱਤਾ ਗਿਆ। ਕਮਿਸ਼ਨ ਨੇ ਸਬੰਧਤ ਅਧਿਕਾਰੀ ਨੂੰ ਜਾਣਕਾਰੀ ਤੁਰੰਤ ਮੁਹੱਈਆ ਕਰਵਾਉਣ ਦੇ ਹੁਕਮ ਦਿੱਤੇ ਹਨ ਅਤੇ ਅਗਲੀ ਸੁਣਵਾਈ ਦੀ ਮਿਤੀ (5-2-2024 ਨੂੰ) ਤੈਅ ਕੀਤੀ ਹੈ। — [1273, 1697, 1496, 1915]
info-headline-1: ਜਾਣਕਾਰੀ ਨਾ ਦੇਣ ਤੇ ਸੂਚਨਾ ਕਮਿਸ਼ਨਰ ਨੇ ਨਿਗਮ ਦੀ — [798, 1606, 1347, 1640]
iei-photo-banner: HP STATE CENTRE SHIMLA — [303, 1389, 642, 1416]
iei-headline-1: ਆਈ.ਈ.ਆਈ. ਵੱਲੋਂ ਬਲਦੇਵ ਸਿੰਘ ਸਰਾਂ ਦਾ — [54, 1284, 569, 1322]
info-column-2 — [1035, 1695, 1258, 1987]
cow-subheadline: ਦੁਰਘਟਨਾਵਾਂ ਵਾਪਰਨ ਕਰਕੇ ਮਨੁੱਖੀ ਜਾਨਾਂ ਦੇ ਨਾਲ ਪਸ਼ੂ ਵੀ ਹੋ ਰਹੇ ਹਨ ਜ਼ਖ਼ਮੀ — [1035, 2090, 1258, 2159]
info-column-3 — [1273, 1695, 1496, 1987]
bsp-headline-1: ਬਹੁਜਨ ਸਮਾਜ ਪਾਰਟੀ ਵੱਲੋਂ ਡਾਕਟਰ ਅੰਬੇਡਕਰ ਜੀ ਦਾ ਪ੍ਰੀ ਨਿਰਵਾਣ — [798, 1180, 1440, 1210]
bullet-icon — [798, 1293, 808, 1304]
cow-dateline: ਐਸ ਏ ਐਸ ਨਗਰ, 18 ਦਸੰਬਰ (ਪੈਗਾਮ-ਏ-ਜਗਤ) — [798, 2090, 1020, 2124]
doctors-headline-2: ਸਫਲਤਾਪੂਰਵਕ ਰੀਇਮਪਲਾਂਟ ਕੀਤਾ — [844, 179, 1354, 226]
dav-photo — [46, 235, 784, 489]
iei-headline-2: 'ਉੱਘੇ ਇੰਜੀਨੀਅਰ ਐਵਾਰਡ ਨਾਲ ਸਨਮਾਨ — [84, 1329, 571, 1366]
dav-column-1 — [46, 499, 276, 882]
mahesh-column — [798, 741, 1058, 1171]
doctors-body-cont: ਆਧੁਨਿਕ ਮਾਈਕ੍ਰੋਸਰਜੀਕਲ ਤਕਨੀਕਾਂ ਦੀ ਵਰਤੋਂ ਕਰਦੇ ਹੋਏ, ਡਾਕਟਰਾਂ ਨੇ ਕਿਸਾਨ ਦੇ ਕੱਟੇ ਹੋਏ ਖੱਬੇ ਹੱਥ ਨੂੰ ਸਫਲਤਾਪੂਰਵਕ ਰੀਇਮਪਲਾਂਟ ਕੀਤਾ। ਕਿਸਾਨ ਦਾ ਹੱਥ ਚਾਰਾ ਕੱਟਣ ਵਾਲੀ ਮਸ਼ੀਨ ਵਿੱਚ ਆ ਕੇ ਕੱਟਿਆ ਗਿਆ ਸੀ। ਕੱਟੇ ਹੋਏ ਹੱਥ ਦੇ ਨਾਲ, ਉਸਨੂੰ ਆਈਵੀ ਹਸਪਤਾਲ ਹੁਸ਼ਿਆਰਪੁਰ ਲਿਜਾਇਆ ਗਿਆ, ਜਿੱਥੇ ਪਲਾਸਟਿਕ ਸਰਜਨ ਡਾ. ਸੁਮਿਤ ਗੁਪਤਾ ਅਤੇ ਅਨਸਥੀਸੀਆ ਡਾ. ਮਨਪ੍ਰੀਤ ਕੌਰ ਦੀ ਟੀਮ ਨੇ ਹੱਥ ਦੇ ਮੁੜ ਇਮਪਲਾਂਟੇਸ਼ਨ ਲਈ ਆਧੁਨਿਕ ਮਾਈਕ੍ਰੋਸਰਜੀਕਲ ਤਕਨੀਕਾਂ ਦੀ ਵਰਤੋਂ ਕੀਤੀ। ਕਰੀਬ ਪੰਜ ਘੰਟੇ ਚੱਲੇ ਆਪ੍ਰੇਸ਼ਨ ਵਿੱਚ ਹੱਡੀਆਂ, ਨਸਾਂ ਅਤੇ ਖੂਨ ਦੀਆਂ ਨਾੜੀਆਂ ਨੂੰ ਜੋੜਿਆ ਗਿਆ। ਮਰੀਜ਼ ਹੁਣ ਠੀਕ ਹੈ ਅਤੇ ਹੱਥ ਵਿੱਚ ਖੂਨ ਦਾ ਸੰਚਾਰ ਆਮ ਹੋ ਗਿਆ ਹੈ। — [1043, 509, 1496, 635]
info-column-1 — [798, 1695, 1020, 1987]
dav-body-1: ਲਗਭਗ 125 ਸਾਲਾਂ 'ਤੋਂ ਸਮਾਜ ਵਿੱਚ ਸਿੱਖਿਆ ਦੀ ਰੌਸ਼ਨੀ ਫੈਲਾਉਣ ਵਾਲੇ ਡੀ.ਏ.ਵੀ ਸੀਨੀਅਰ ਸੈਕੰਡਰੀ ਸਕੂਲ ਹੁਸ਼ਿਆਰਪੁਰ ਦਾ ਸਾਲਾਨਾ ਇਨਾਮ ਵੰਡ ਸਮਾਰੋਹ ਸਕੂਲ ਦੇ ਵਿਹੜੇ ਵਿੱਚ ਕਰਵਾਇਆ ਗਿਆ। ਇਸ ਮੌਕੇ ਸਾਬਕਾ ਕੇਂਦਰੀ ਰਾਜ ਮੰਤਰੀ ਅਤੇ ਸਾਬਕਾ ਸੰਸਦ ਮੈਂਬਰ ਰਾਸ਼ਟਰੀ ਅਨੁਸੂਚਿਤ ਜਾਤੀ ਕਮਿਸ਼ਨ ਦਿੱਲੀ ਸਾਂਪਲਾ ਨੇ ਮੁੱਖ ਮਹਿਮਾਨ ਵਜੋਂ ਸ਼ਿਰਕਤ ਕੀਤੀ। ਸਮਾਗਮ ਦੀ ਪ੍ਰਧਾਨਗੀ ਡੀਏਵੀ ਕਾਲਜ ਪ੍ਰਬੰਧਕੀ ਕਮੇਟੀ ਦੇ ਚੇਅਰਮੈਨ ਡਾ. ਅਨੂਪ ਕੁਮਾਰ ਨੇ ਕੀਤੀ। 'ਮੇਰੀ ਮਿੱਟੀ-ਮੇਰਾ ਦੇਸ਼' ਵਿਸ਼ੇ 'ਤੇ ਕਰਵਾਏ ਪ੍ਰੋਗਰਾਮ ਦੀ ਸ਼ੁਰੂਆਤ ਮਹਿਮਾਨਾਂ ਵੱਲੋਂ ਸ਼ਮਾ ਰੌਸ਼ਨ ਕਰਕੇ ਕੀਤੀ ਗਈ। ਇਸ ਤੋਂ ਬਾਅਦ ਵਿਦਿਆਰਥੀਆਂ ਵੱਲੋਂ ਵੱਖ-ਵੱਖ ਰੰਗਾਰੰਗ ਪ੍ਰੋਗਰਾਮ ਪੇਸ਼ ਕੀਤੇ ਗਏ। — [46, 536, 276, 792]
cow-body-cont: ਉੱਘੇ ਸਮਾਜ ਸੇਵਕ ਤੇ ਅਕਾਲੀ ਦਲ ਦੇ ਸੀਨੀਅਰ ਆਗੂ ਜਥੇਦਾਰ ਮਨਜੀਤ ਸਿੰਘ ਮਾਨ ਨੇ ਕਿਹਾ ਹੈ ਕਿ ਪੰਜਾਬ ਸਰਕਾਰ ਦੇ ਅਣਗਹਿਲੀ ਕਾਰਨ ਸੜਕਾਂ 'ਤੇ ਘੁੰਮਦੇ ਆਵਾਰਾ ਪਸ਼ੂ ਲੋਕਾਂ ਲਈ ਵੱਡੀ ਮੁਸੀਬਤ ਬਣ ਗਏ ਹਨ। ਉਨ੍ਹਾਂ ਕਿਹਾ ਕਿ ਸਰਕਾਰ ਗਊ ਟੈਕਸ ਤਾਂ ਵਸੂਲ ਰਹੀ ਹੈ ਪਰ ਆਵਾਰਾ ਪਸ਼ੂਆਂ ਦੀ ਸੰਭਾਲ ਲਈ ਕੋਈ ਪ੍ਰਬੰਧ ਨਹੀਂ ਕੀਤਾ ਗਿਆ। ਆਏ ਦਿਨ ਵਾਪਰਦੇ ਸੜਕ ਹਾਦਸਿਆਂ ਵਿੱਚ ਮਨੁੱਖੀ ਜਾਨਾਂ ਜਾ ਰਹੀਆਂ ਹਨ ਅਤੇ ਪਸ਼ੂ ਵੀ ਜ਼ਖ਼ਮੀ ਹੋ ਰਹੇ ਹਨ। ਉਨ੍ਹਾਂ ਸਰਕਾਰ ਤੋਂ ਮੰਗ ਕੀਤੀ ਕਿ ਤੁਰੰਤ ਗਊਸ਼ਾਲਾਵਾਂ ਦਾ ਪ੍ਰਬੰਧ ਕੀਤਾ ਜਾਵੇ। — [1035, 2165, 1258, 2365]
cow-column-2 — [1035, 2090, 1258, 2383]
blood-dateline: ਪੈਗਾਮ-ਏ-ਜਗਤ, ਗੜ੍ਹਸ਼ੰਕਰ 18 ਦਸੰਬਰ (ਬਲਵੀਰ ਚੌਪੜਾ) — [46, 934, 276, 967]
blood-body-cont: ਧਨਵੰਤਰੀ ਵੈਲਫੇਅਰ ਐਸੋਸੀਏਸ਼ਨ ਵੱਲੋਂ ਧਨਵੰਤਰੀ ਮਹਾਰਾਜ ਦੇ ਜਨਮ ਦਿਹਾੜੇ ਮੌਕੇ ਸਦਰਪੁਰ ਵਿਖੇ ਖੂਨਦਾਨ ਕੈਂਪ ਲਗਾਇਆ ਗਿਆ। ਇਸ ਮੌਕੇ ਮੁੱਖ ਮਹਿਮਾਨ ਵਜੋਂ ਪਹੁੰਚੇ ਸ਼ਖ਼ਸੀਅਤਾਂ ਨੇ ਕੈਂਪ ਦਾ ਉਦਘਾਟਨ ਕੀਤਾ। ਕੈਂਪ ਵਿੱਚ ਨੌਜਵਾਨਾਂ ਨੇ ਵੱਧ ਚੜ੍ਹ ਕੇ ਹਿੱਸਾ ਲਿਆ ਅਤੇ ਲਗਭਗ 50 ਯੂਨਿਟ ਖੂਨ ਇਕੱਠਾ ਕੀਤਾ ਗਿਆ। ਖੂਨਦਾਨੀਆਂ ਨੂੰ ਸਰਟੀਫਿਕੇਟ ਅਤੇ ਯਾਦਗਾਰੀ ਚਿੰਨ੍ਹ ਦੇ ਕੇ ਸਨਮਾਨਿਤ ਕੀਤਾ ਗਿਆ। ਇਸ ਮੌਕੇ ਬੁਲਾਰਿਆਂ ਨੇ — [295, 1198, 782, 1269]
doctors-dateline: ਪੈਗਾਮ-ਏ-ਜਗਤ, ਹੁਸ਼ਿਆਰਪੁਰ/ਗੜ੍ਹਸ਼ੰਕਰ 18 ਦਸੰਬਰ (ਬਲਵੀਰ ਚੌਪੜਾ) — [798, 240, 1028, 274]
iei-column-2 — [295, 1649, 782, 1810]
blood-photo — [295, 990, 784, 1191]
blood-column — [46, 933, 276, 1270]
doctors-column — [798, 239, 1028, 638]
doctors-photo — [1043, 239, 1497, 502]
issue-date: ਮੰਗਲਵਾਰ, 19 ਦਸੰਬਰ 2023 — [1166, 80, 1418, 105]
dav-headline-1: ਡੀਏਵੀ ਸੀਨੀਅਰ ਸੈਕੰਡਰੀ ਸਕੂਲ ਹੁਸ਼ਿਆਰਪੁਰ — [46, 133, 717, 179]
iei-photo — [295, 1381, 784, 1643]
sahib-dateline: ਪੈਗਾਮ-ਏ-ਜਗਤ, ਨਵਾਂਸ਼ਹਿਰ 18 ਦਸੰਬਰ (ਦੇਸ ਰਾਜ ਬਾਲੀ) — [46, 1954, 276, 1988]
cow-headline-1: ਗਊ ਟੈਕਸ ਲੈ ਕੇ ਵੀ ਆਵਾਰਾ ਪਸ਼ੂਆਂ ਲਈ ਕੋਈ ਪ੍ਰਬੰਧ — [798, 2003, 1347, 2034]
bsp-photo — [1135, 1304, 1497, 1474]
brand-name: PAIGAM-E-JAGAT — [86, 51, 242, 70]
sahib-headline-1: ਸਾਹਿਬਜ਼ਾਦਿਆਂ ਦੀ ਸ਼ਹਾਦਤ — [144, 1819, 684, 1882]
sahib-body-cont: ਹਰ ਸਾਲ ਦੀ ਤਰ੍ਹਾਂ ਇਸ ਵਾਰ ਵੀ ਦਸਮ ਪਿਤਾ ਗੁਰੂ ਗੋਬਿੰਦ ਸਿੰਘ ਜੀ ਦੇ ਚਾਰ ਸਾਹਿਬਜ਼ਾਦਿਆਂ ਅਤੇ ਮਾਤਾ ਗੁਜਰੀ ਜੀ ਦੀ ਲਾਸਾਨੀ ਸ਼ਹਾਦਤ ਨੂੰ ਸਮਰਪਿਤ ਖੂਨਦਾਨ ਕੈਂਪ ਲਗਾਇਆ ਗਿਆ। ਇਸ ਕੈਂਪ ਵਿੱਚ 63 ਖੂਨਦਾਨੀਆਂ ਨੇ ਖੂਨਦਾਨ ਕੀਤਾ। ਖੂਨਦਾਨੀਆਂ ਨੂੰ ਸਰਟੀਫਿਕੇਟ ਅਤੇ ਯਾਦਗਾਰੀ ਚਿੰਨ੍ਹ ਦੇ ਕੇ ਸਨਮਾਨਿਤ ਕੀਤਾ ਗਿਆ। ਇਸ ਮੌਕੇ ਪ੍ਰਬੰਧਕਾਂ ਨੇ ਆਏ ਹੋਏ ਸਾਰੇ ਖੂਨਦਾਨੀਆਂ ਅਤੇ ਸਹਿਯੋਗੀਆਂ ਦਾ ਧੰਨਵਾਦ ਕੀਤਾ ਅਤੇ ਕਿਹਾ ਕਿ ਸਾਹਿਬਜ਼ਾਦਿਆਂ ਦੀ ਸ਼ਹਾਦਤ ਨੂੰ ਯਾਦ ਕਰਦੇ ਹੋਏ ਅਜਿਹੇ ਕੈਂਪ ਲਗਾਤਾਰ ਜਾਰੀ ਰੱਖੇ ਜਾਣਗੇ। — [295, 2254, 782, 2343]
blood-headline-1: ਧਨਵੰਤਰੀ ਮਹਾਰਾਜ ਦੇ ਜਨਮ ਦਿਨ 'ਤੇ ਸਦਰਪੁਰ ਵਿਖੇ ਖੂਨਦਾਨ ਕੈਂਪ — [46, 851, 703, 882]
